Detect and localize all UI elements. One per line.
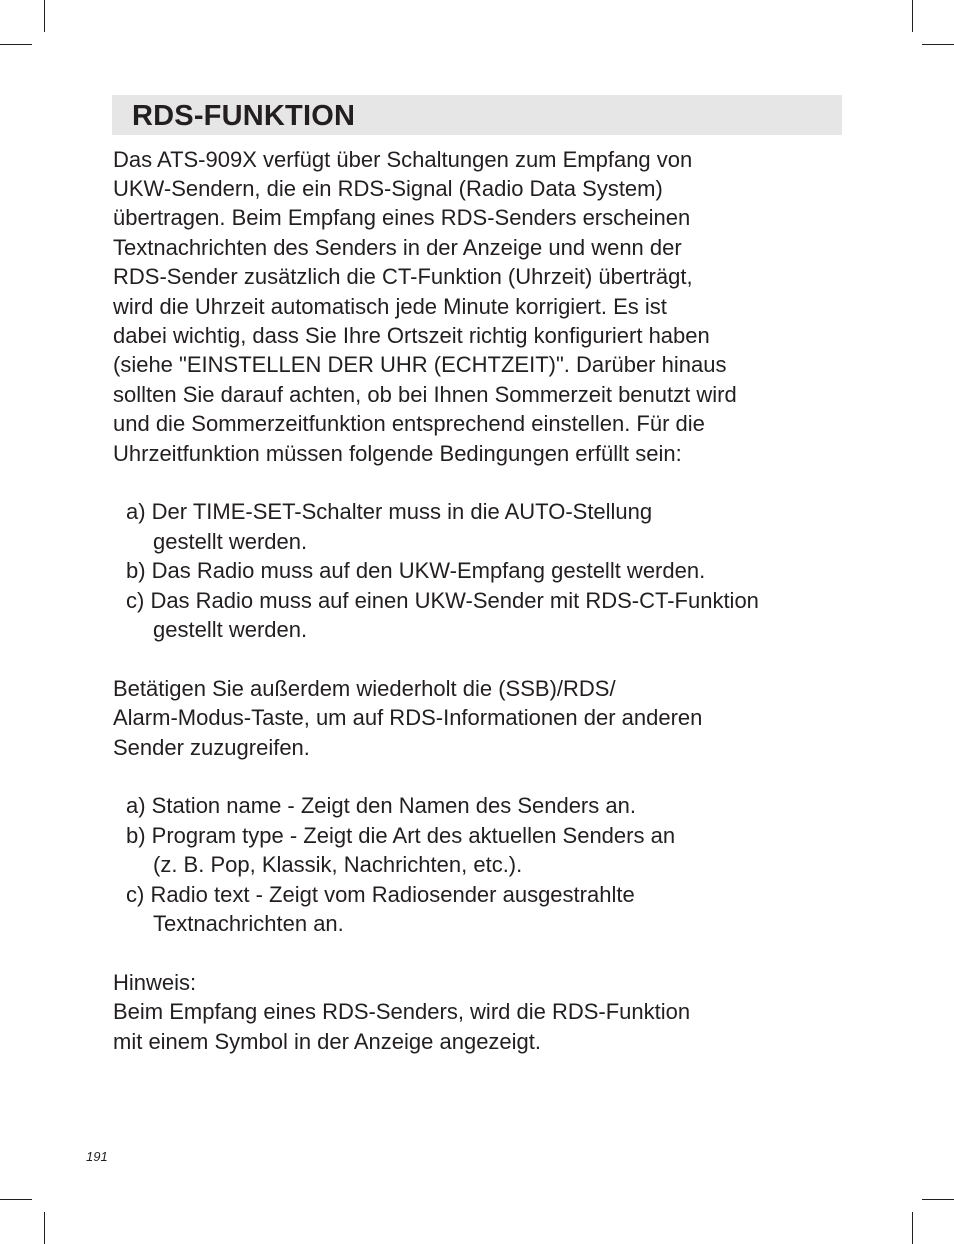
list-item-continuation: (z. B. Pop, Klassik, Nachrichten, etc.). [153,852,523,877]
rds-line: Betätigen Sie außerdem wiederholt die (SSB)/RDS/ [113,676,616,701]
rds-line: Sender zuzugreifen. [113,735,310,760]
rds-line: Alarm-Modus-Taste, um auf RDS-Informationen der anderen [113,705,703,730]
intro-line: UKW-Sendern, die ein RDS-Signal (Radio Data System) [113,176,663,201]
crop-mark-bottom-right-vertical [912,1212,913,1244]
list-item: b) Program type - Zeigt die Art des aktuellen Senders an [126,823,676,848]
note-line: mit einem Symbol in der Anzeige angezeigt. [113,1029,542,1054]
crop-mark-top-left-vertical [44,0,45,32]
note-line: Beim Empfang eines RDS-Senders, wird die RDS-Funktion [113,999,691,1024]
list-item-continuation: Textnachrichten an. [153,911,344,936]
intro-line: und die Sommerzeitfunktion entsprechend einstellen. Für die [113,411,705,436]
list-item: a) Station name - Zeigt den Namen des Senders an. [126,793,636,818]
intro-line: Textnachrichten des Senders in der Anzeige und wenn der [113,235,682,260]
crop-mark-top-right-horizontal [922,44,954,45]
crop-mark-bottom-left-vertical [44,1212,45,1244]
intro-line: sollten Sie darauf achten, ob bei Ihnen Sommerzeit benutzt wird [113,382,737,407]
intro-line: Das ATS-909X verfügt über Schaltungen zum Empfang von [113,147,693,172]
intro-line: übertragen. Beim Empfang eines RDS-Senders erscheinen [113,205,691,230]
crop-mark-top-left-horizontal [0,44,32,45]
list-item-continuation: gestellt werden. [153,529,308,554]
crop-mark-bottom-right-horizontal [922,1199,954,1200]
intro-line: RDS-Sender zusätzlich die CT-Funktion (Uhrzeit) überträgt, [113,264,693,289]
intro-line: wird die Uhrzeit automatisch jede Minute korrigiert. Es ist [113,294,667,319]
section-title: RDS-FUNKTION [132,100,356,132]
crop-mark-bottom-left-horizontal [0,1199,32,1200]
section-title-bar [112,95,842,135]
list-item: c) Radio text - Zeigt vom Radiosender ausgestrahlte [126,882,635,907]
list-item: b) Das Radio muss auf den UKW-Empfang gestellt werden. [126,558,706,583]
list-item-continuation: gestellt werden. [153,617,308,642]
note-heading: Hinweis: [113,970,197,995]
crop-mark-top-right-vertical [912,0,913,32]
page-number: 191 [86,1149,108,1164]
intro-line: (siehe "EINSTELLEN DER UHR (ECHTZEIT)". Darüber hinaus [113,352,727,377]
list-item: c) Das Radio muss auf einen UKW-Sender mit RDS-CT-Funktion [126,588,759,613]
intro-line: dabei wichtig, dass Sie Ihre Ortszeit richtig konfiguriert haben [113,323,710,348]
list-item: a) Der TIME-SET-Schalter muss in die AUTO-Stellung [126,499,653,524]
intro-line: Uhrzeitfunktion müssen folgende Bedingungen erfüllt sein: [113,441,682,466]
